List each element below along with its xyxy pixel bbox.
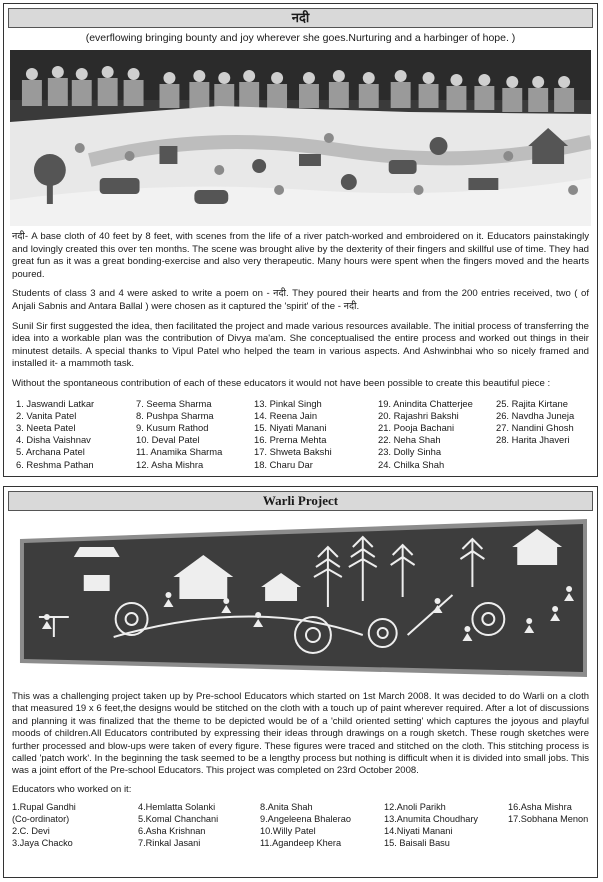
list-item: 26. Navdha Juneja bbox=[496, 409, 575, 421]
list-item: 4.Hemlatta Solanki bbox=[138, 802, 216, 813]
nadi-names-column-4 bbox=[378, 398, 496, 471]
list-item: 11. Anamika Sharma bbox=[136, 446, 223, 458]
list-item: 11.Agandeep Khera bbox=[260, 837, 342, 848]
list-item: 25. Rajita Kirtane bbox=[496, 397, 568, 409]
nadi-group-photo bbox=[10, 50, 591, 226]
nadi-description bbox=[12, 231, 589, 391]
warli-artwork-illustration bbox=[14, 517, 587, 683]
warli-names-column-1 bbox=[12, 802, 138, 849]
list-item: 10. Deval Patel bbox=[136, 434, 200, 446]
nadi-names-column-1 bbox=[16, 398, 136, 471]
list-item: 6.Asha Krishnan bbox=[138, 825, 206, 836]
list-item: 17.Sobhana Menon bbox=[508, 814, 589, 825]
nadi-names-column-2 bbox=[136, 398, 254, 471]
warli-names-column-5 bbox=[508, 802, 603, 849]
warli-artwork-photo bbox=[14, 517, 587, 683]
list-item: 15. Niyati Manani bbox=[254, 421, 327, 433]
list-item: 28. Harita Jhaveri bbox=[496, 434, 570, 446]
list-item: (Co-ordinator) bbox=[12, 814, 70, 825]
list-item: 1. Jaswandi Latkar bbox=[16, 397, 95, 409]
list-item: 23. Dolly Sinha bbox=[378, 446, 442, 458]
warli-paragraph: This was a challenging project taken up by Pre-school Educators which started on 1st March 2008. It was decided to do Warli on a cloth that measured 19 x 6 feet,the designs would be stitched on the cloth with a touch up of paint wherever required. After a lot of discussions and planning it was finalized that the theme to be depicted would be of a 'child oriented setting' which captures the joyous and playful moods of children.All Educators contributed by expressing their ideas through drawings on a rough sketch. These rough sketches were further processed and blow-ups were taken of every figure. These figures were traced and stitched on the cloth. This stitching process is called 'patch work'. In the beginning the task seemed to be a lengthy process but nothing is difficult when it is divided into small jobs. This was a joint effort of the Pre-school Educators. This project was completed on 23rd October 2008. bbox=[12, 691, 589, 777]
list-item: 8. Pushpa Sharma bbox=[136, 409, 214, 421]
list-item: 13.Anumita Choudhary bbox=[384, 814, 478, 825]
list-item: 7.Rinkal Jasani bbox=[138, 837, 201, 848]
nadi-names-column-3 bbox=[254, 398, 378, 471]
list-item: 17. Shweta Bakshi bbox=[254, 446, 332, 458]
warli-section bbox=[3, 486, 598, 878]
nadi-photo-illustration bbox=[10, 50, 591, 226]
list-item: 12.Anoli Parikh bbox=[384, 802, 446, 813]
list-item: 5.Komal Chanchani bbox=[138, 814, 219, 825]
list-item: 14. Reena Jain bbox=[254, 409, 318, 421]
list-item: 18. Charu Dar bbox=[254, 458, 313, 470]
list-item: 20. Rajashri Bakshi bbox=[378, 409, 459, 421]
nadi-title: नदी bbox=[8, 8, 593, 28]
list-item: 19. Anindita Chatterjee bbox=[378, 397, 473, 409]
warli-names-column-3 bbox=[260, 802, 384, 849]
list-item: 14.Niyati Manani bbox=[384, 825, 453, 836]
warli-names-column-2 bbox=[138, 802, 260, 849]
list-item: 8.Anita Shah bbox=[260, 802, 313, 813]
list-item: 15. Baisali Basu bbox=[384, 837, 450, 848]
nadi-names-column-5 bbox=[496, 398, 603, 471]
list-item: 24. Chilka Shah bbox=[378, 458, 445, 470]
list-item: 9. Kusum Rathod bbox=[136, 421, 209, 433]
nadi-section bbox=[3, 3, 598, 477]
nadi-paragraph-3: Sunil Sir first suggested the idea, then facilitated the project and made various resources available. The initial process of transferring the idea into a workable plan was the contribution of Divya ma'am. She conceptualised the entire process and worked out things in their minutest details. A special thanks to Vipul Patel who helped the team in various aspects. And Ashwinbhai who so nicely framed and installed it- a mammoth task. bbox=[12, 320, 589, 370]
warli-names-column-4 bbox=[384, 802, 508, 849]
list-item: 9.Angeleena Bhalerao bbox=[260, 814, 351, 825]
list-item: 1.Rupal Gandhi bbox=[12, 802, 76, 813]
list-item: 5. Archana Patel bbox=[16, 446, 85, 458]
list-item: 22. Neha Shah bbox=[378, 434, 441, 446]
warli-title: Warli Project bbox=[8, 491, 593, 511]
list-item: 16. Prerna Mehta bbox=[254, 434, 327, 446]
list-item: 6. Reshma Pathan bbox=[16, 458, 94, 470]
list-item: 3.Jaya Chacko bbox=[12, 837, 73, 848]
list-item: 13. Pinkal Singh bbox=[254, 397, 322, 409]
list-item: 2.C. Devi bbox=[12, 825, 50, 836]
nadi-subtitle: (everflowing bringing bounty and joy wherever she goes.Nurturing and a harbinger of hope. ) bbox=[85, 32, 516, 44]
nadi-paragraph-2: Students of class 3 and 4 were asked to write a poem on - नदी. They poured their hearts and from the 200 entries received, two ( of Anjali Sabnis and Antara Ballal ) were chosen as it captured the 'spirit' of the - नदी. bbox=[12, 288, 589, 312]
list-item: 27. Nandini Ghosh bbox=[496, 421, 574, 433]
list-item: 7. Seema Sharma bbox=[136, 397, 212, 409]
warli-description bbox=[12, 691, 589, 796]
nadi-paragraph-4: Without the spontaneous contribution of each of these educators it would not have been possible to create this beautiful piece : bbox=[12, 377, 551, 389]
nadi-paragraph-1: नदी- A base cloth of 40 feet by 8 feet, with scenes from the life of a river patch-worked and embroidered on it. Educators painstakingly and lovingly created this over ten months. The scene was brought alive by the dexterity of their fingers and skillful use of time. They had great fun as it was a great bonding-exercise and also very therapeutic. Many hours were spent when the fingers moved and the hearts poured. bbox=[12, 231, 589, 280]
list-item: 2. Vanita Patel bbox=[16, 409, 77, 421]
warli-educator-list bbox=[12, 802, 591, 849]
list-item: 3. Neeta Patel bbox=[16, 421, 76, 433]
list-item: 16.Asha Mishra bbox=[508, 802, 572, 813]
list-item: 10.Willy Patel bbox=[260, 825, 316, 836]
list-item: 12. Asha Mishra bbox=[136, 458, 204, 470]
nadi-educator-list bbox=[16, 398, 585, 471]
warli-list-heading: Educators who worked on it: bbox=[12, 783, 132, 795]
list-item: 4. Disha Vaishnav bbox=[16, 434, 91, 446]
list-item: 21. Pooja Bachani bbox=[378, 421, 455, 433]
